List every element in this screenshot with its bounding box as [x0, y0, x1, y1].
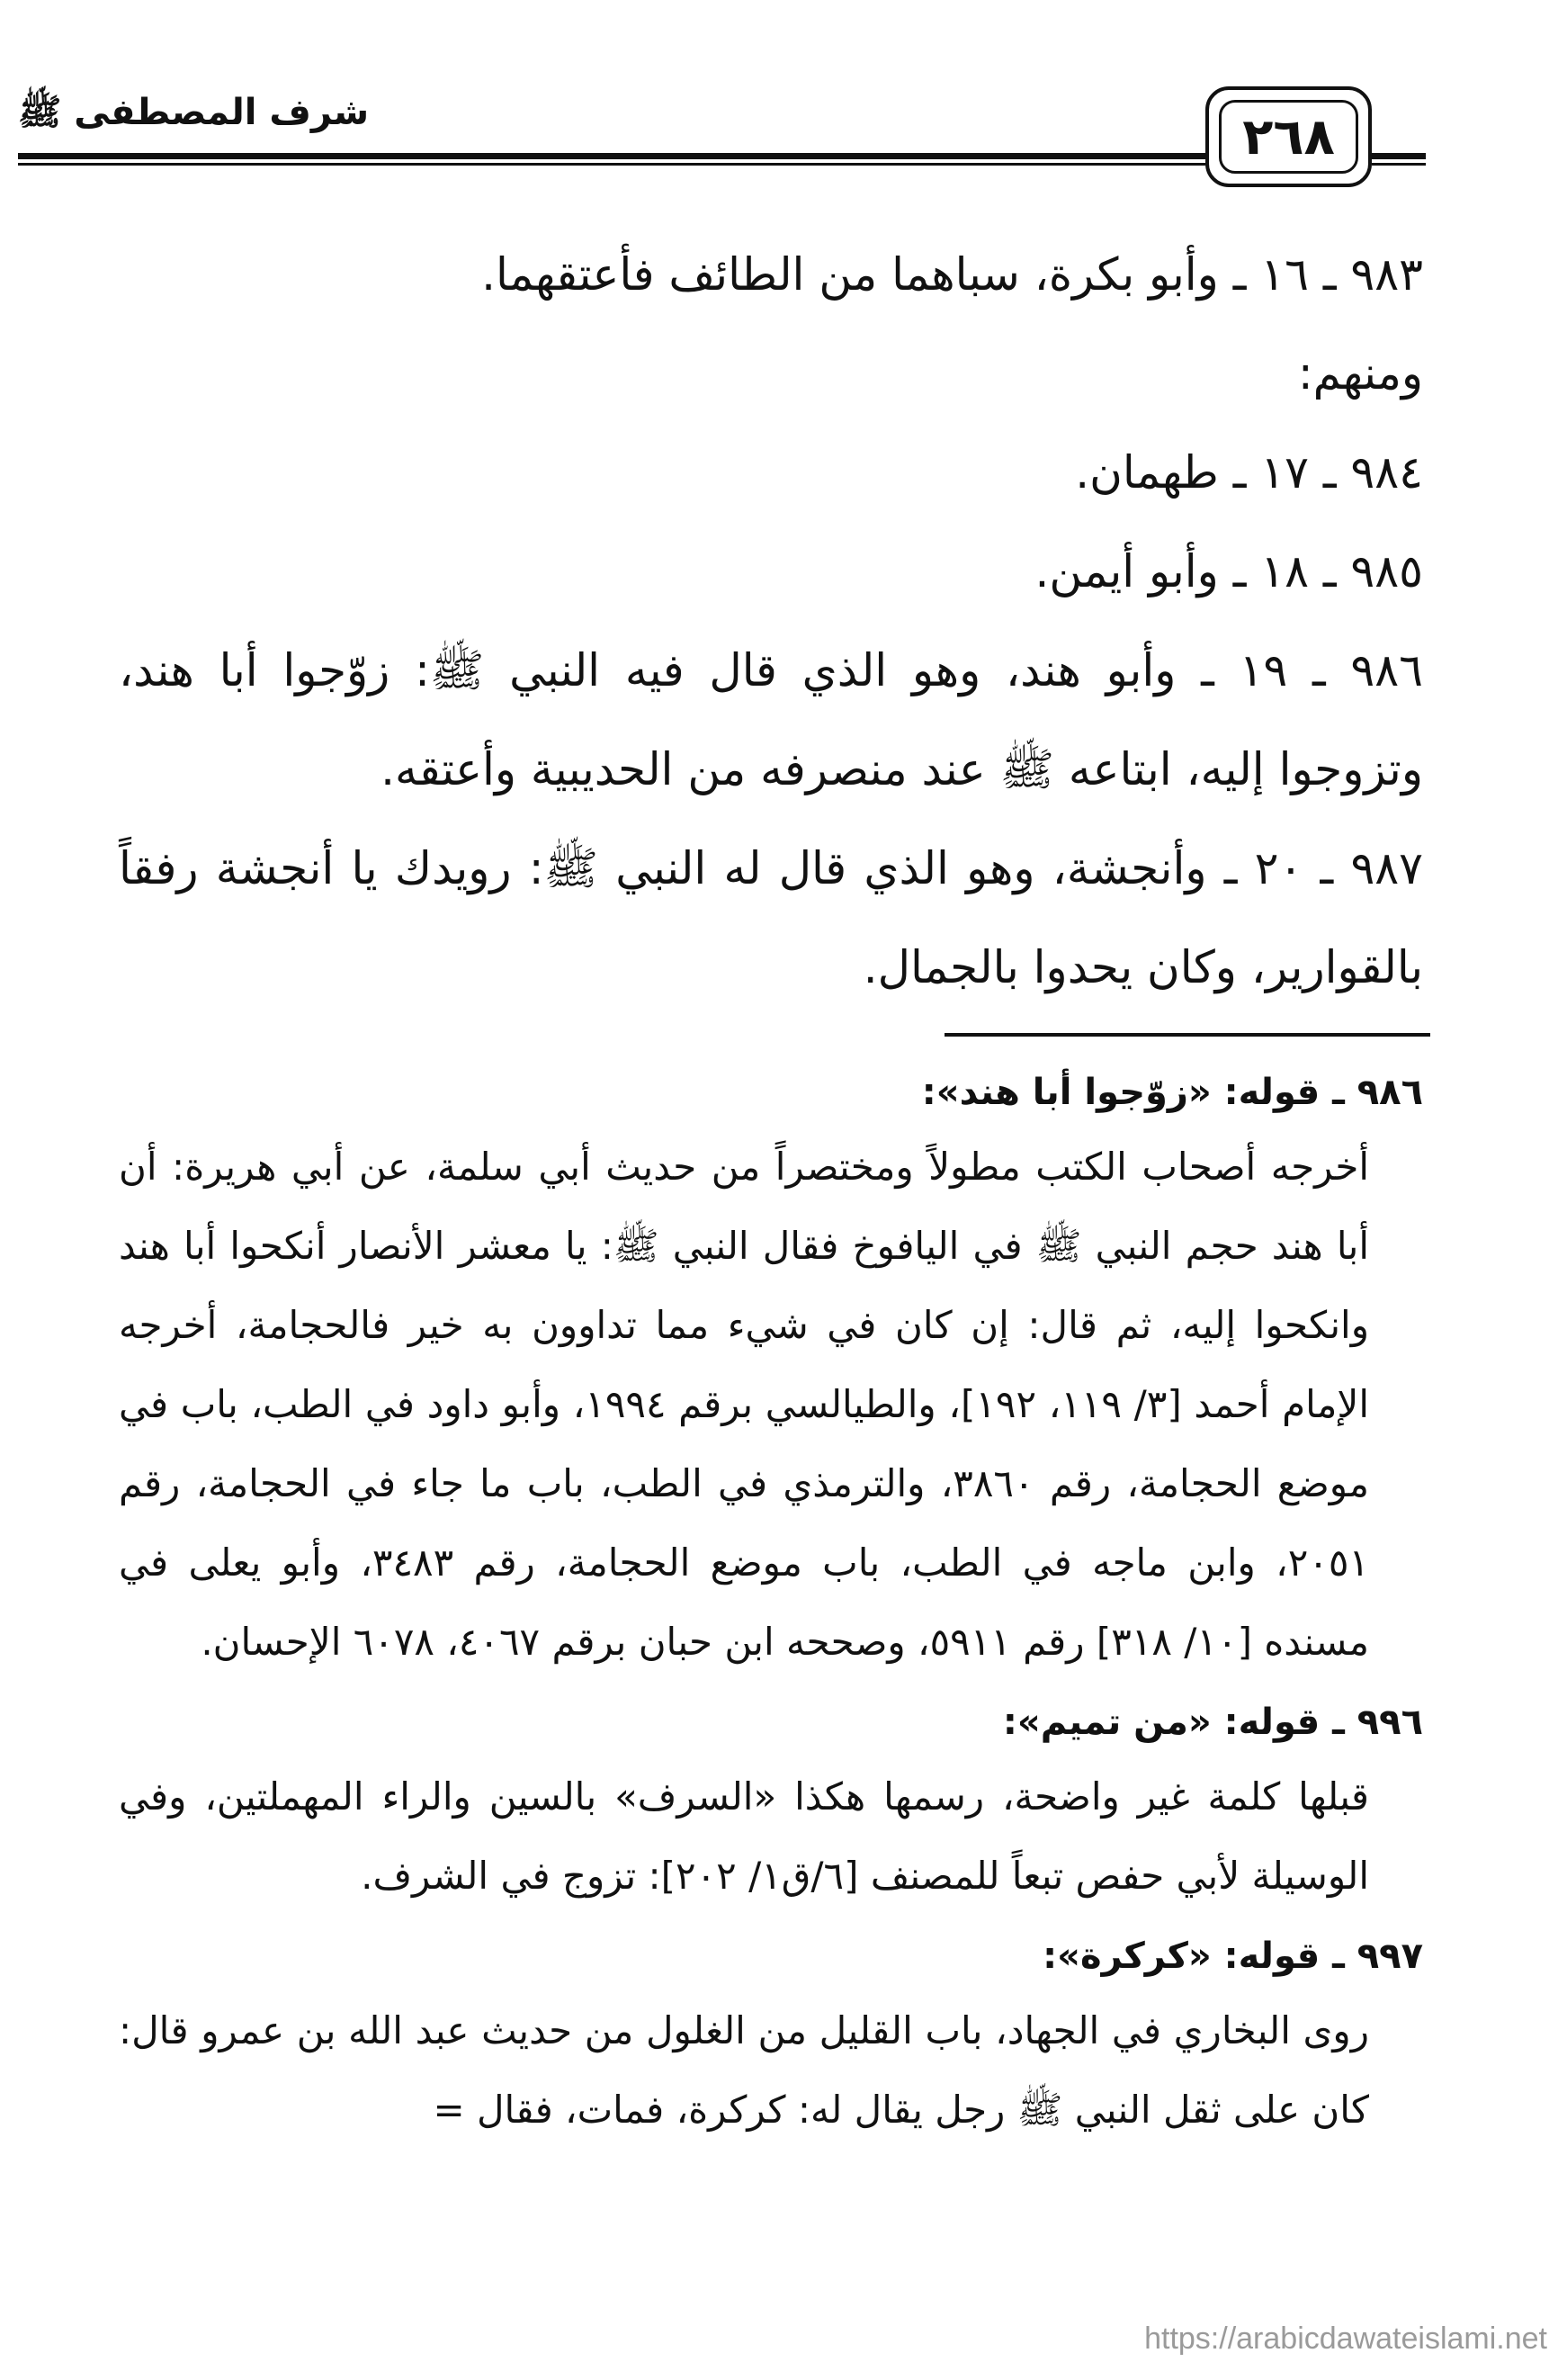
header-rule: [18, 153, 1205, 159]
footnote-heading: ٩٨٦ ـ قوله: «زوّجوا أبا هند»:: [921, 1072, 1423, 1113]
page-header: [0, 54, 1558, 189]
footnote-body: روى البخاري في الجهاد، باب القليل من الغلول من حديث عبد الله بن عمرو قال: كان على ثقل النبي ﷺ رجل يقال له: كركرة، فمات، فقال =: [119, 2008, 1369, 2132]
footnotes: [119, 1057, 1423, 2155]
subheading-minhum: ومنهم:: [1297, 347, 1423, 400]
entry-987: ٩٨٧ ـ ٢٠ ـ وأنجشة، وهو الذي قال له النبي ﷺ: رويدك يا أنجشة رفقاً بالقوارير، وكان يحدوا بالجمال.: [119, 842, 1424, 993]
entry-983: ٩٨٣ ـ ١٦ ـ وأبو بكرة، سباهما من الطائف فأعتقهما.: [481, 248, 1423, 301]
watermark-url: https://arabicdawateislami.net: [1144, 2322, 1547, 2356]
entry-986: ٩٨٦ ـ ١٩ ـ وأبو هند، وهو الذي قال فيه النبي ﷺ: زوّجوا أبا هند، وتزوجوا إليه، ابتاعه ﷺ عند منصرفه من الحديبية وأعتقه.: [119, 644, 1423, 795]
page-number-frame: [1205, 86, 1372, 187]
entry-984: ٩٨٤ ـ ١٧ ـ طهمان.: [1075, 446, 1423, 498]
footnote-heading: ٩٩٧ ـ قوله: «كركرة»:: [1043, 1935, 1423, 1977]
footnote-separator: [945, 1033, 1430, 1037]
header-rule-right: [1372, 153, 1426, 159]
footnote-997: [119, 1921, 1423, 2150]
footnote-body: قبلها كلمة غير واضحة، رسمها هكذا «السرف» بالسين والراء المهملتين، وفي الوسيلة لأبي حفص تبعاً للمصنف [٦/ق١/ ٢٠٢]: تزوج في الشرف.: [119, 1774, 1369, 1898]
footnote-body: أخرجه أصحاب الكتب مطولاً ومختصراً من حديث أبي سلمة، عن أبي هريرة: أن أبا هند حجم النبي ﷺ في اليافوخ فقال النبي ﷺ: يا معشر الأنصار أنكحوا أبا هند وانكحوا إليه، ثم قال: إن كان في شيء مما تداوون به خير فالحجامة، أخرجه الإمام أحمد [٣/ ١١٩، ١٩٢]، والطيالسي برقم ١٩٩٤، وأبو داود في الطب، باب في موضع الحجامة، رقم ٣٨٦٠، والترمذي في الطب، باب ما جاء في الحجامة، رقم ٢٠٥١، وابن ماجه في الطب، باب موضع الحجامة، رقم ٣٤٨٣، وأبو يعلى في مسنده [١٠/ ٣١٨] رقم ٥٩١١، وصححه ابن حبان برقم ٤٠٦٧، ٦٠٧٨ الإحسان.: [119, 1145, 1369, 1664]
header-rule-thin: [18, 163, 1205, 166]
footnote-996: [119, 1687, 1423, 1916]
main-text: [119, 225, 1423, 1017]
running-title: شرف المصطفى ﷺ: [18, 92, 370, 133]
footnote-986: [119, 1057, 1423, 1682]
footnote-heading: ٩٩٦ ـ قوله: «من تميم»:: [1002, 1702, 1423, 1743]
page-number: ٢٦٨: [1219, 100, 1358, 174]
entry-985: ٩٨٥ ـ ١٨ ـ وأبو أيمن.: [1034, 545, 1423, 597]
header-rule-right-thin: [1372, 163, 1426, 166]
